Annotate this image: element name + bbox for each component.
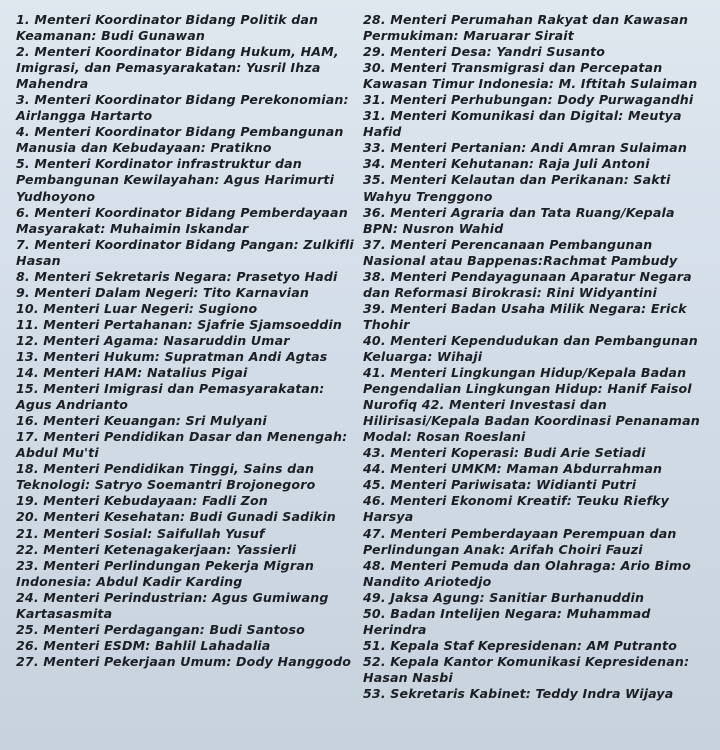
list-item: 41. Menteri Lingkungan Hidup/Kepala Badan Pengendalian Lingkungan Hidup: Hanif Faisol Nurofiq 42. Menteri Investasi dan Hilirisasi/Kepala Badan Koordinasi Penanaman Modal: Rosan Roeslani — [363, 365, 700, 445]
list-item: 8. Menteri Sekretaris Negara: Prasetyo Hadi — [16, 268, 338, 284]
list-item: 35. Menteri Kelautan dan Perikanan: Sakti Wahyu Trenggono — [363, 172, 671, 204]
list-item: 31. Menteri Perhubungan: Dody Purwagandhi — [363, 92, 694, 108]
list-item: 20. Menteri Kesehatan: Budi Gunadi Sadikin — [16, 509, 336, 525]
list-item: 17. Menteri Pendidikan Dasar dan Menengah: Abdul Mu'ti — [16, 429, 348, 461]
list-item: 44. Menteri UMKM: Maman Abdurrahman — [363, 461, 663, 477]
list-item: 12. Menteri Agama: Nasaruddin Umar — [16, 332, 290, 348]
list-item: 19. Menteri Kebudayaan: Fadli Zon — [16, 493, 268, 509]
list-item: 9. Menteri Dalam Negeri: Tito Karnavian — [16, 284, 310, 300]
list-item: 48. Menteri Pemuda dan Olahraga: Ario Bimo Nandito Ariotedjo — [363, 557, 691, 589]
list-item: 24. Menteri Perindustrian: Agus Gumiwang Kartasasmita — [16, 589, 329, 621]
list-item: 31. Menteri Komunikasi dan Digital: Meutya Hafid — [363, 108, 682, 140]
list-item: 10. Menteri Luar Negeri: Sugiono — [16, 300, 258, 316]
list-item: 49. Jaksa Agung: Sanitiar Burhanuddin — [363, 589, 645, 605]
list-item: 2. Menteri Koordinator Bidang Hukum, HAM, Imigrasi, dan Pemasyarakatan: Yusril Ihza Mahendra — [16, 44, 339, 92]
list-item: 37. Menteri Perencanaan Pembangunan Nasional atau Bappenas:Rachmat Pambudy — [363, 236, 678, 268]
list-item: 4. Menteri Koordinator Bidang Pembangunan Manusia dan Kebudayaan: Pratikno — [16, 124, 344, 156]
list-item: 39. Menteri Badan Usaha Milik Negara: Erick Thohir — [363, 300, 687, 332]
list-item: 34. Menteri Kehutanan: Raja Juli Antoni — [363, 156, 650, 172]
list-item: 36. Menteri Agraria dan Tata Ruang/Kepala BPN: Nusron Wahid — [363, 204, 675, 236]
list-item: 30. Menteri Transmigrasi dan Percepatan Kawasan Timur Indonesia: M. Iftitah Sulaiman — [363, 60, 698, 92]
list-item: 40. Menteri Kependudukan dan Pembangunan Keluarga: Wihaji — [363, 332, 698, 364]
list-item: 16. Menteri Keuangan: Sri Mulyani — [16, 413, 267, 429]
list-item: 3. Menteri Koordinator Bidang Perekonomian: Airlangga Hartarto — [16, 92, 349, 124]
list-item: 38. Menteri Pendayagunaan Aparatur Negara dan Reformasi Birokrasi: Rini Widyantini — [363, 268, 692, 300]
list-item: 13. Menteri Hukum: Supratman Andi Agtas — [16, 348, 328, 364]
list-item: 51. Kepala Staf Kepresidenan: AM Putranto — [363, 637, 677, 653]
right-column — [363, 12, 713, 750]
list-item: 1. Menteri Koordinator Bidang Politik dan Keamanan: Budi Gunawan — [16, 12, 319, 44]
list-item: 14. Menteri HAM: Natalius Pigai — [16, 365, 248, 381]
list-item: 15. Menteri Imigrasi dan Pemasyarakatan: Agus Andrianto — [16, 381, 325, 413]
list-item: 18. Menteri Pendidikan Tinggi, Sains dan Teknologi: Satryo Soemantri Brojonegoro — [16, 461, 316, 493]
list-item: 27. Menteri Pekerjaan Umum: Dody Hanggodo — [16, 653, 352, 669]
list-item: 7. Menteri Koordinator Bidang Pangan: Zulkifli Hasan — [16, 236, 354, 268]
list-item: 46. Menteri Ekonomi Kreatif: Teuku Riefky Harsya — [363, 493, 670, 525]
list-item: 22. Menteri Ketenagakerjaan: Yassierli — [16, 541, 297, 557]
list-item: 52. Kepala Kantor Komunikasi Kepresidenan: Hasan Nasbi — [363, 653, 690, 685]
list-item: 5. Menteri Kordinator infrastruktur dan Pembangunan Kewilayahan: Agus Harimurti Yudhoyono — [16, 156, 335, 204]
list-item: 29. Menteri Desa: Yandri Susanto — [363, 44, 606, 60]
list-item: 43. Menteri Koperasi: Budi Arie Setiadi — [363, 445, 646, 461]
list-item: 23. Menteri Perlindungan Pekerja Migran Indonesia: Abdul Kadir Karding — [16, 557, 314, 589]
list-item: 28. Menteri Perumahan Rakyat dan Kawasan Permukiman: Maruarar Sirait — [363, 12, 689, 44]
list-item: 21. Menteri Sosial: Saifullah Yusuf — [16, 525, 265, 541]
list-item: 25. Menteri Perdagangan: Budi Santoso — [16, 621, 305, 637]
list-item: 45. Menteri Pariwisata: Widianti Putri — [363, 477, 637, 493]
list-item: 50. Badan Intelijen Negara: Muhammad Herindra — [363, 605, 651, 637]
list-item: 6. Menteri Koordinator Bidang Pemberdayaan Masyarakat: Muhaimin Iskandar — [16, 204, 348, 236]
list-item: 11. Menteri Pertahanan: Sjafrie Sjamsoeddin — [16, 316, 342, 332]
list-item: 33. Menteri Pertanian: Andi Amran Sulaiman — [363, 140, 687, 156]
left-column — [16, 12, 361, 750]
list-item: 47. Menteri Pemberdayaan Perempuan dan Perlindungan Anak: Arifah Choiri Fauzi — [363, 525, 677, 557]
list-item: 26. Menteri ESDM: Bahlil Lahadalia — [16, 637, 271, 653]
list-item: 53. Sekretaris Kabinet: Teddy Indra Wijaya — [363, 685, 674, 701]
